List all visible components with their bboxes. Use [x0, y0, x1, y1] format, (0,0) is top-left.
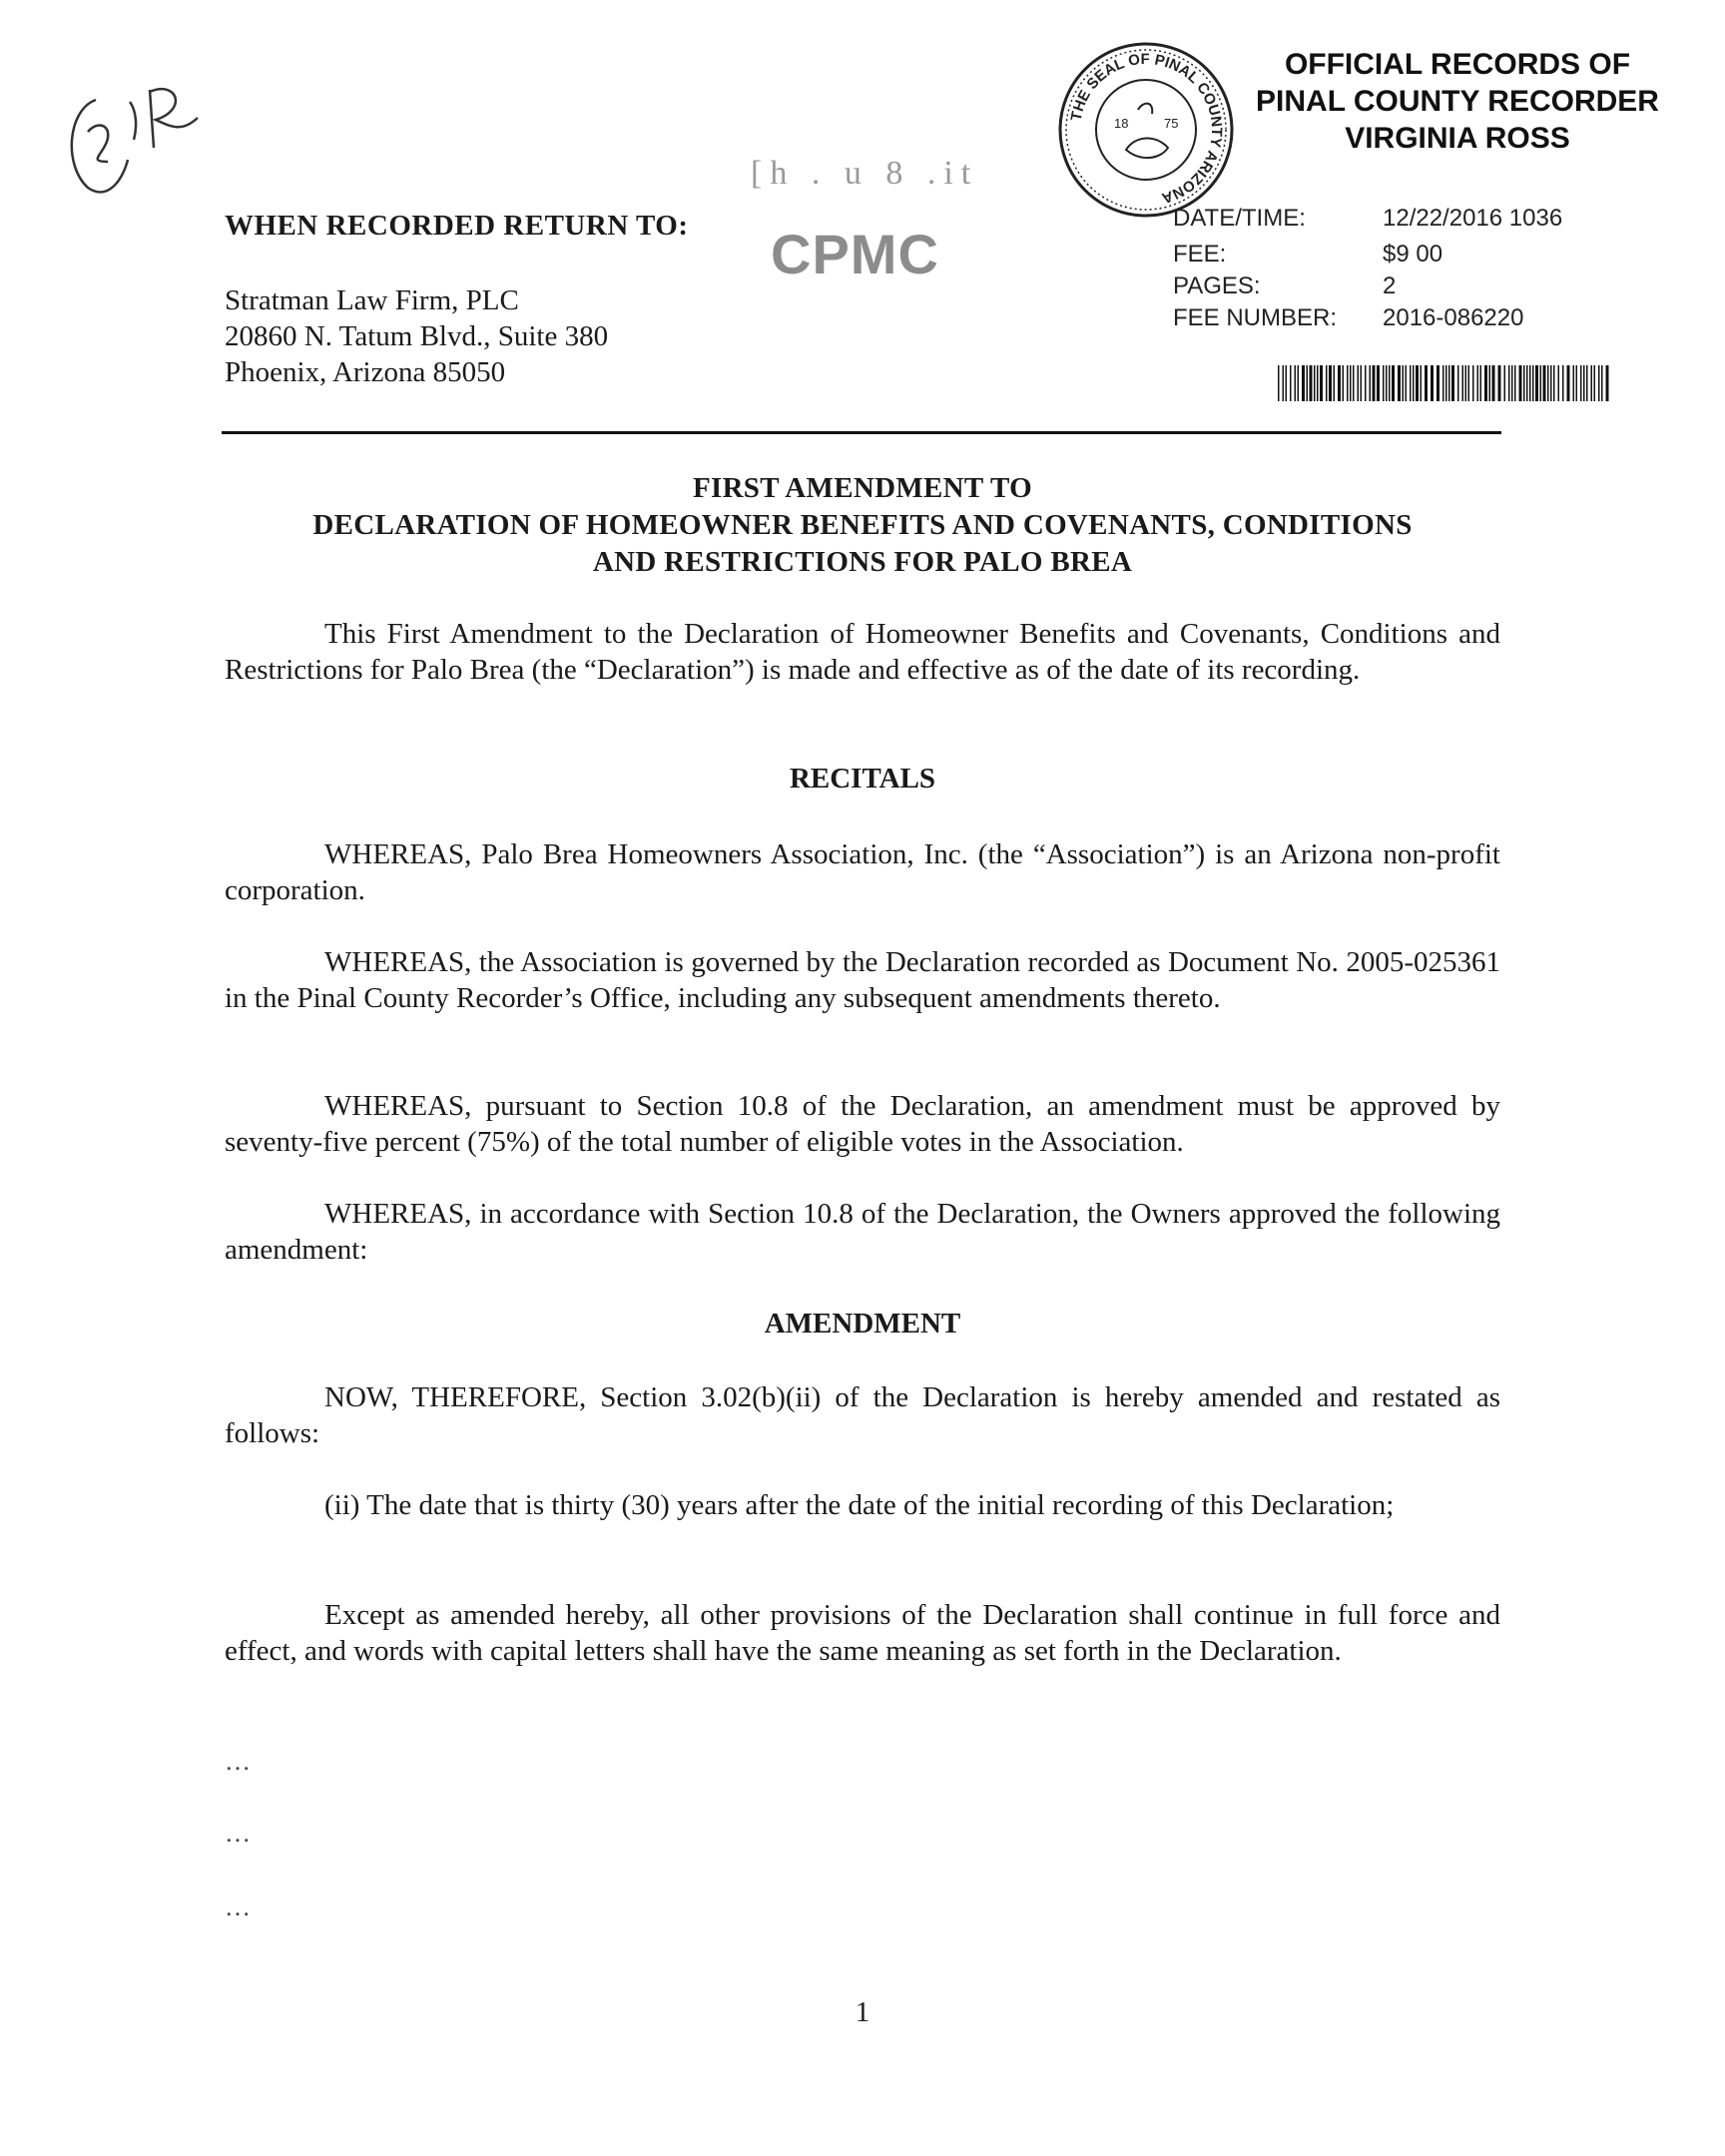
barcode-bar: [1451, 365, 1454, 401]
recital-paragraph: WHEREAS, pursuant to Section 10.8 of the Declaration, an amendment must be approved by seventy-five percent (75%) of the total number of eligible votes in the Association.: [225, 1090, 1500, 1158]
barcode-bar: [1343, 365, 1345, 401]
barcode-bar: [1594, 365, 1596, 401]
recital-paragraph: WHEREAS, in accordance with Section 10.8 of the Declaration, the Owners approved the following amendment:: [225, 1198, 1500, 1266]
faint-smudge-text: [h . u 8 .it: [751, 155, 979, 192]
barcode-bar: [1504, 365, 1506, 401]
barcode-bar: [1489, 365, 1491, 401]
barcode-bar: [1457, 365, 1459, 401]
barcode-bar: [1442, 365, 1444, 401]
closing-paragraph: Except as amended hereby, all other provisions of the Declaration shall continue in full force and effect, and words with capital letters shall have the same meaning as set forth in the Declaration.: [225, 1599, 1500, 1667]
barcode-bar: [1519, 365, 1522, 401]
barcode-bar: [1543, 365, 1546, 401]
barcode-bar: [1338, 365, 1341, 401]
barcode-bar: [1421, 365, 1423, 401]
barcode-bar: [1326, 365, 1328, 401]
pages-label: PAGES:: [1173, 272, 1261, 299]
barcode-bar: [1445, 365, 1447, 401]
intro-paragraph: This First Amendment to the Declaration of Homeowner Benefits and Covenants, Conditions and Restrictions for Palo Brea (the “Declaration”) is made and effective as of the date of its recording.: [225, 618, 1500, 686]
county-seal-icon: [1056, 40, 1236, 220]
cpmc-stamp: CPMC: [771, 223, 939, 285]
barcode-bar: [1353, 365, 1355, 401]
barcode-bar: [1302, 365, 1305, 401]
barcode-bar: [1472, 365, 1474, 401]
pages-value: 2: [1383, 272, 1397, 299]
barcode-bar: [1437, 365, 1439, 401]
barcode-bar: [1598, 365, 1600, 401]
recorder-line-1: OFFICIAL RECORDS OF: [1284, 48, 1631, 81]
title-line-2: DECLARATION OF HOMEOWNER BENEFITS AND COVENANTS, CONDITIONS: [312, 509, 1413, 541]
barcode-bar: [1416, 365, 1419, 401]
recorder-line-2: PINAL COUNTY RECORDER: [1256, 85, 1659, 118]
ellipsis-line: …: [225, 1747, 253, 1776]
barcode-bar: [1468, 365, 1470, 401]
barcode-bar: [1410, 365, 1412, 401]
barcode-bar: [1580, 365, 1582, 401]
barcode-bar: [1413, 365, 1415, 401]
barcode-bar: [1514, 365, 1516, 401]
seal-year-left: 18: [1114, 116, 1129, 131]
barcode-bar: [1383, 365, 1385, 401]
barcode-bar: [1606, 365, 1609, 401]
barcode-bar: [1547, 365, 1549, 401]
barcode-bar: [1350, 365, 1352, 401]
barcode-bar: [1406, 365, 1408, 401]
barcode-bar: [1425, 365, 1428, 401]
barcode-bar: [1601, 365, 1603, 401]
fee-number-value: 2016-086220: [1383, 304, 1524, 331]
seal-ring-text: THE SEAL OF PINAL COUNTY ARIZONA: [1067, 50, 1226, 207]
recorder-header: [1238, 46, 1677, 157]
barcode-bar: [1591, 365, 1593, 401]
barcode-bar: [1373, 365, 1376, 401]
barcode-bar: [1465, 365, 1467, 401]
barcode-bar: [1358, 365, 1360, 401]
title-line-3: AND RESTRICTIONS FOR PALO BREA: [592, 546, 1133, 578]
date-time-value: 12/22/2016 1036: [1383, 205, 1563, 232]
barcode-bar: [1484, 365, 1487, 401]
barcode-bar: [1295, 365, 1297, 401]
barcode-bar: [1553, 365, 1555, 401]
barcode-bar: [1386, 365, 1388, 401]
barcode-bar: [1540, 365, 1542, 401]
barcode-bar: [1370, 365, 1372, 401]
ellipsis-line: …: [225, 1892, 253, 1921]
amendment-intro-paragraph: NOW, THEREFORE, Section 3.02(b)(ii) of the Declaration is hereby amended and restated as follows:: [225, 1381, 1500, 1449]
barcode-bar: [1567, 365, 1570, 401]
return-address-line: Phoenix, Arizona 85050: [225, 356, 506, 388]
barcode-bar: [1365, 365, 1367, 401]
barcode-bar: [1508, 365, 1510, 401]
barcode-bar: [1389, 365, 1391, 401]
barcode-bar: [1278, 365, 1280, 401]
seal-year-right: 75: [1164, 116, 1179, 131]
recital-paragraph: WHEREAS, Palo Brea Homeowners Association, Inc. (the “Association”) is an Arizona non-profit corporation.: [225, 838, 1500, 906]
recital-paragraph: WHEREAS, the Association is governed by the Declaration recorded as Document No. 2005-025361 in the Pinal County Recorder’s Office, including any subsequent amendments thereto.: [225, 946, 1500, 1014]
barcode-bar: [1307, 365, 1309, 401]
barcode-bar: [1320, 365, 1323, 401]
barcode-bar: [1480, 365, 1482, 401]
barcode-bar: [1431, 365, 1434, 401]
barcode-bar: [1329, 365, 1332, 401]
barcode-bar: [1403, 365, 1405, 401]
page-number: 1: [855, 1996, 870, 2028]
barcode: [1278, 365, 1612, 401]
handwritten-mark: [58, 70, 208, 200]
divider-rule: [222, 431, 1501, 434]
barcode-bar: [1558, 365, 1560, 401]
barcode-bar: [1286, 365, 1288, 401]
amendment-text: (ii) The date that is thirty (30) years after the date of the initial recording of this Declaration;: [324, 1489, 1395, 1521]
barcode-bar: [1492, 365, 1495, 401]
return-address-line: 20860 N. Tatum Blvd., Suite 380: [225, 320, 609, 352]
barcode-bar: [1511, 365, 1513, 401]
svg-text:THE SEAL OF PINAL COUNTY ARIZO: [1068, 51, 1225, 207]
barcode-bar: [1498, 365, 1501, 401]
barcode-bar: [1477, 365, 1479, 401]
fee-number-label: FEE NUMBER:: [1173, 304, 1338, 331]
barcode-bar: [1334, 365, 1336, 401]
barcode-bar: [1314, 365, 1316, 401]
barcode-bar: [1298, 365, 1300, 401]
barcode-bar: [1377, 365, 1380, 401]
barcode-bar: [1523, 365, 1525, 401]
barcode-bar: [1317, 365, 1319, 401]
barcode-bar: [1398, 365, 1401, 401]
barcode-bar: [1583, 365, 1585, 401]
recitals-heading: RECITALS: [789, 763, 936, 795]
barcode-bar: [1532, 365, 1534, 401]
barcode-bar: [1448, 365, 1450, 401]
barcode-bar: [1392, 365, 1395, 401]
fee-label: FEE:: [1173, 241, 1227, 268]
barcode-bar: [1562, 365, 1564, 401]
barcode-bar: [1462, 365, 1464, 401]
document-title: [225, 470, 1500, 581]
recorder-line-3: VIRGINIA ROSS: [1345, 122, 1570, 155]
fee-value: $9 00: [1383, 241, 1443, 268]
title-line-1: FIRST AMENDMENT TO: [692, 472, 1033, 504]
return-to-label: WHEN RECORDED RETURN TO:: [225, 210, 689, 242]
return-address-line: Stratman Law Firm, PLC: [225, 284, 519, 316]
ellipsis-line: …: [225, 1819, 253, 1848]
barcode-bar: [1526, 365, 1528, 401]
amendment-heading: AMENDMENT: [764, 1308, 961, 1340]
barcode-bar: [1573, 365, 1575, 401]
date-time-label: DATE/TIME:: [1173, 205, 1306, 232]
barcode-bar: [1283, 365, 1285, 401]
barcode-bar: [1310, 365, 1313, 401]
barcode-bar: [1576, 365, 1578, 401]
barcode-bar: [1361, 365, 1363, 401]
barcode-bar: [1347, 365, 1349, 401]
barcode-bar: [1290, 365, 1292, 401]
barcode-bar: [1535, 365, 1538, 401]
barcode-bar: [1586, 365, 1588, 401]
barcode-bar: [1550, 365, 1552, 401]
barcode-bar: [1529, 365, 1531, 401]
